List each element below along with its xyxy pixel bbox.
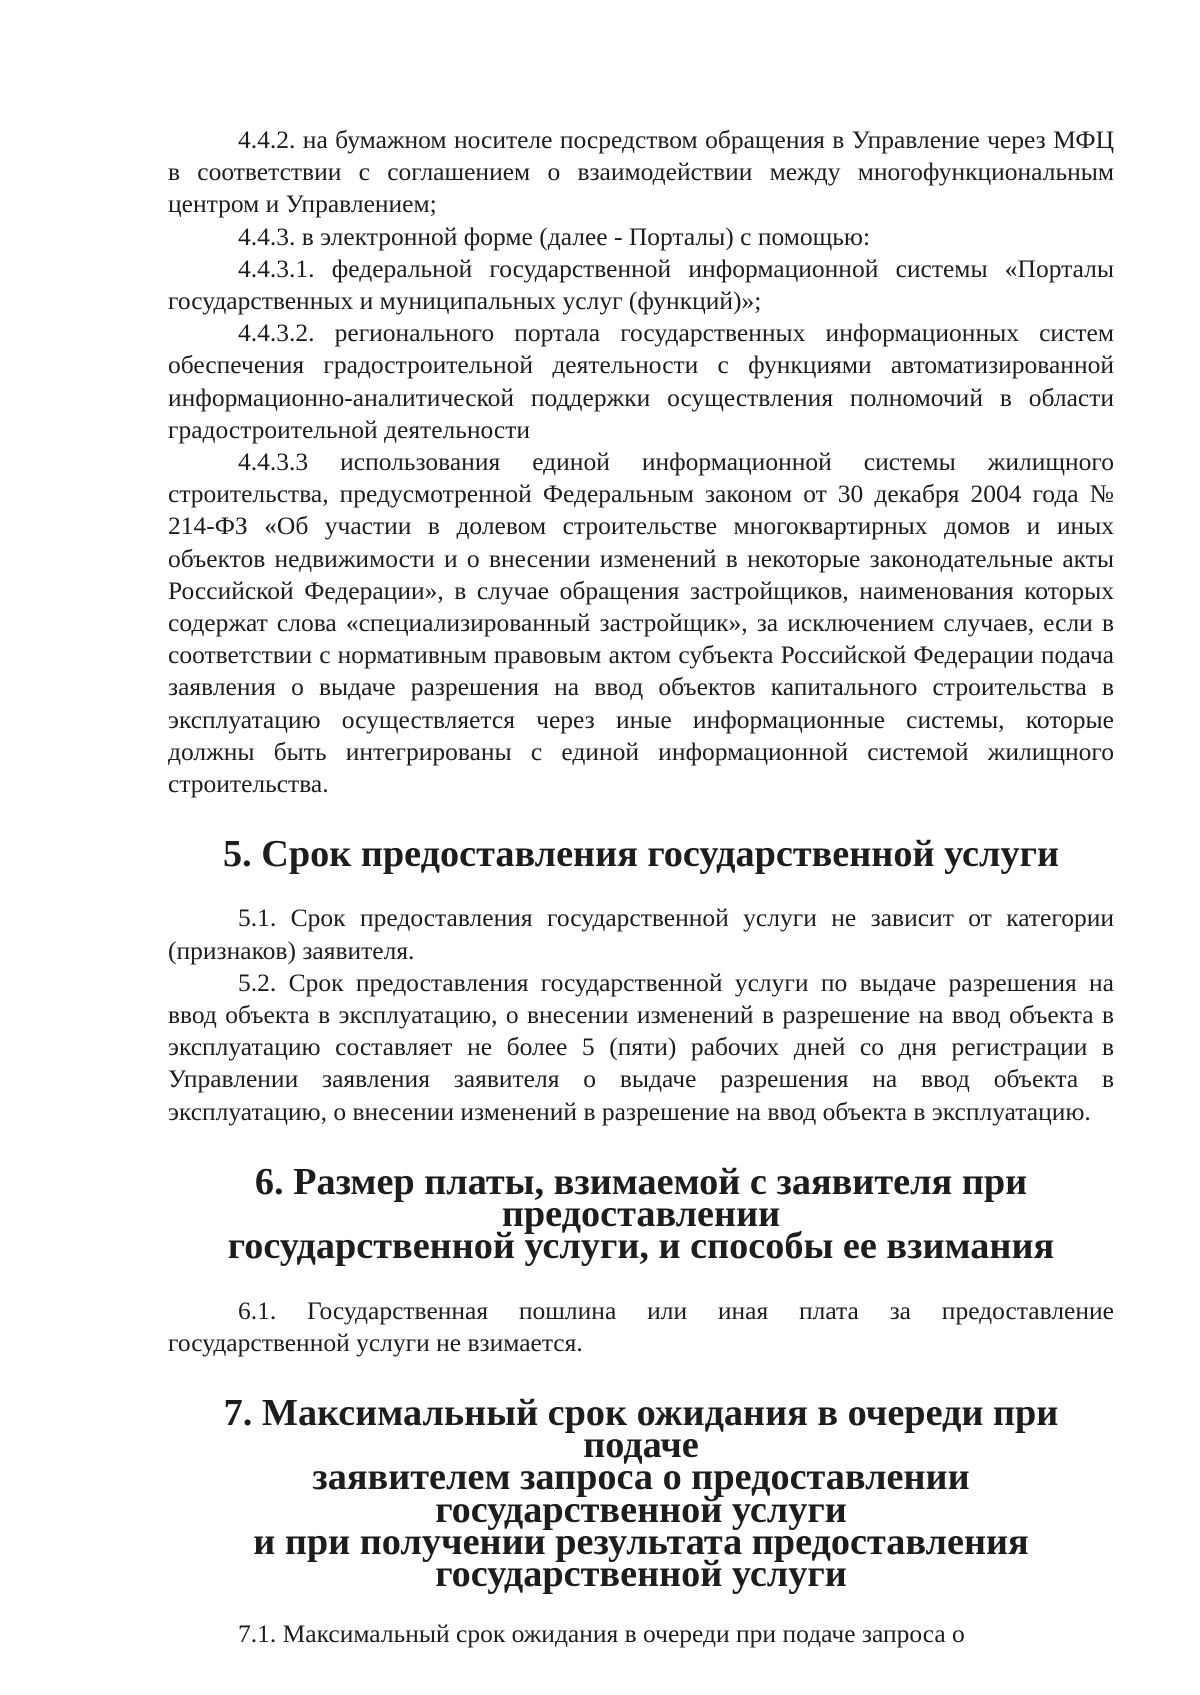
- paragraph-4-4-3-1: 4.4.3.1. федеральной государственной информационной системы «Порталы государственных и муниципальных услуг (функций)»;: [168, 253, 1114, 316]
- section-7-title-line: 7. Максимальный срок ожидания в очереди при подаче: [223, 1391, 1059, 1467]
- section-5-title-line: 5. Срок предоставления государственной услуги: [222, 833, 1059, 876]
- paragraph-7-1: 7.1. Максимальный срок ожидания в очереди при подаче запроса о: [238, 1619, 965, 1649]
- section-5-title: [168, 833, 1114, 876]
- paragraph-6-1: 6.1. Государственная пошлина или иная плата за предоставление государственной услуги не взимается.: [168, 1295, 1114, 1357]
- paragraph-4-4-3-2: 4.4.3.2. регионального портала государственных информационных систем обеспечения градостроительной деятельности с функциями автоматизированной информационно-аналитической поддержки осуществления полномочий в области градостроительной деятельности: [168, 318, 1114, 444]
- section-6-title-line: государственной услуги, и способы ее взимания: [227, 1225, 1055, 1268]
- paragraph-4-4-2: 4.4.2. на бумажном носителе посредством обращения в Управление через МФЦ в соответствии с соглашением о взаимодействии между многофункциональным центром и Управлением;: [168, 125, 1114, 219]
- section-7-title-line: заявителем запроса о предоставлении государственной услуги: [312, 1456, 970, 1531]
- section-7-title-line: и при получении результата предоставления: [253, 1520, 1029, 1563]
- section-7-title-line: государственной услуги: [435, 1552, 847, 1595]
- document-page: [168, 124, 1114, 1650]
- paragraph-4-4-3-3: 4.4.3.3 использования единой информационной системы жилищного строительства, предусмотренной Федеральным законом от 30 декабря 2004 года № 214-ФЗ «Об участии в долевом строительстве многоквартирных домов и иных объектов недвижимости и о внесении изменений в некоторые законодательные акты Российской Федерации», в случае обращения застройщиков, наименования которых содержат слова «специализированный застройщик», за исключением случаев, если в соответствии с нормативным правовым актом субъекта Российской Федерации подача заявления о выдаче разрешения на ввод объектов капитального строительства в эксплуатацию осуществляется через иные информационные системы, которые должны быть интегрированы с единой информационной системой жилищного строительства.: [168, 447, 1114, 799]
- section-7-title: [168, 1391, 1114, 1595]
- paragraph-5-1: 5.1. Срок предоставления государственной услуги не зависит от категории (признаков) заявителя.: [168, 903, 1114, 965]
- section-6-title-line: 6. Размер платы, взимаемой с заявителя при предоставлении: [254, 1160, 1028, 1236]
- paragraph-4-4-3: 4.4.3. в электронной форме (далее - Порталы) с помощью:: [238, 221, 871, 251]
- paragraph-5-2: 5.2. Срок предоставления государственной услуги по выдаче разрешения на ввод объекта в эксплуатацию, о внесении изменений в разрешение на ввод объекта в эксплуатацию составляет не более 5 (пяти) рабочих дней со дня регистрации в Управлении заявления заявителя о выдаче разрешения на ввод объекта в эксплуатацию, о внесении изменений в разрешение на ввод объекта в эксплуатацию.: [168, 967, 1114, 1126]
- section-6-title: [168, 1160, 1114, 1268]
